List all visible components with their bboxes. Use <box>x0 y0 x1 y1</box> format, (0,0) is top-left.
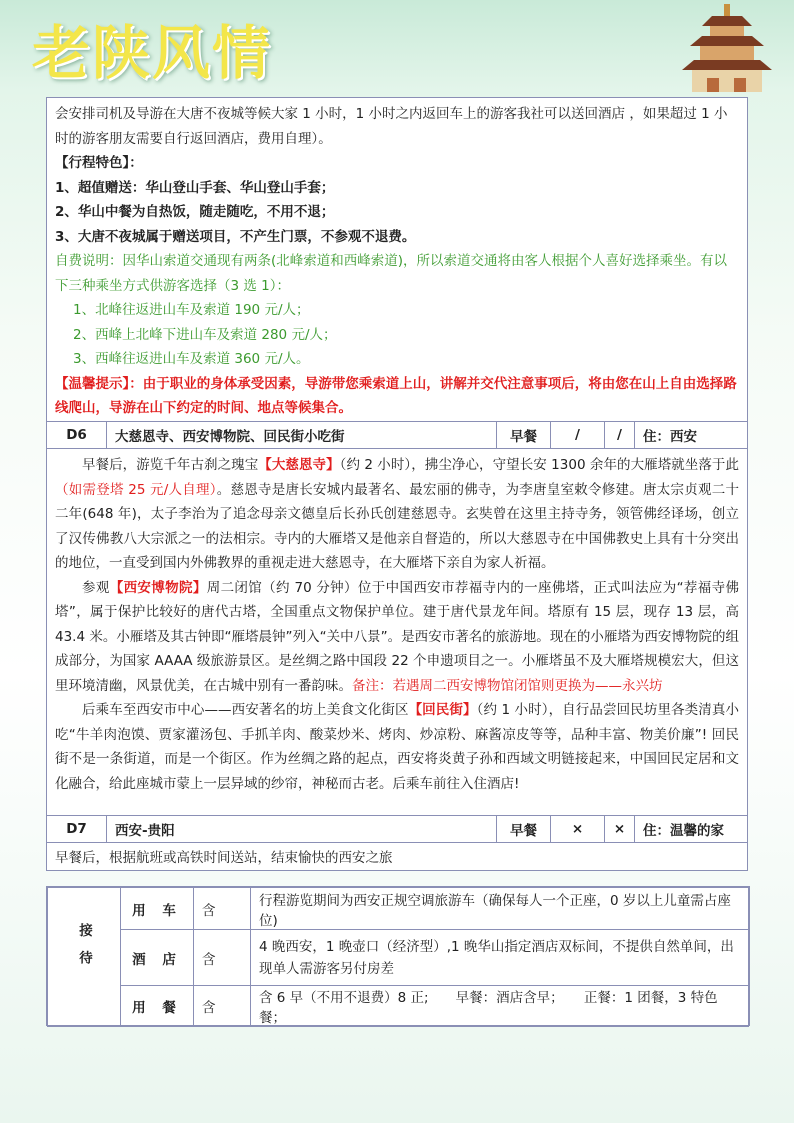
service-table-box <box>46 886 750 1026</box>
d6-paragraph: 参观【西安博物院】周二闭馆（约 70 分钟）位于中国西安市荐福寺内的一座佛塔，正式叫法应为“荐福寺佛塔”，属于保护比较好的唐代古塔，全国重点文物保护单位。建于唐代景龙年间。塔原有 15 层，现存 13 层，高 43.4 米。小雁塔及其古钟即“雁塔晨钟”列入“关中八景”。是西安市著名的旅游地。现在的小雁塔为西安博物院的组成部分，为国家 AAAA 级旅游景区。是丝绸之路中国段 22 个申遗项目之一。小雁塔虽不及大雁塔规模宏大，但这里环境清幽，风景优美，在古城中别有一番韵味。备注：若遇周二西安博物馆闭馆则更换为——永兴坊 <box>55 579 740 694</box>
page-title: 老陕风情 <box>32 19 273 87</box>
service-detail: 4 晚西安，1 晚壶口（经济型）,1 晚华山指定酒店双标间，不提供自然单间，出现单人需游客另付房差 <box>251 930 749 986</box>
feature-item: 3、大唐不夜城属于赠送项目，不产生门票，不参观不退费。 <box>55 228 416 245</box>
meal-breakfast: 早餐 <box>497 816 551 842</box>
features-title: 【行程特色】： <box>55 155 143 171</box>
d7-description <box>47 846 747 871</box>
site-name: 【回民街】 <box>408 702 477 718</box>
site-name: 【大慈恩寺】 <box>258 457 340 473</box>
service-included: 含 <box>194 930 251 986</box>
day-header-d6 <box>47 421 747 449</box>
service-row <box>48 930 749 986</box>
site-note: （如需登塔 25 元/人自理） <box>55 481 217 498</box>
service-group-label: 接待 <box>48 888 121 1027</box>
self-pay-note: 自费说明：因华山索道交通现有两条(北峰索道和西峰索道)，所以索道交通将由客人根据个人喜好选择乘坐。有以下三种乘坐方式供游客选择（3 选 1）： <box>55 253 728 294</box>
intro-text: 会安排司机及导游在大唐不夜城等候大家 1 小时，1 小时之内返回车上的游客我社可以送回酒店 ，如果超过 1 小时的游客朋友需要自行返回酒店，费用自理）。 <box>55 106 728 147</box>
site-note: 备注：若遇周二西安博物馆闭馆则更换为——永兴坊 <box>352 677 663 694</box>
cableway-option: 3、西峰往返进山车及索道 360 元/人。 <box>73 351 310 367</box>
service-label: 酒 店 <box>121 930 194 986</box>
service-detail: 行程游览期间为西安正规空调旅游车（确保每人一个正座，0 岁以上儿童需占座位) <box>251 888 749 930</box>
meal-dinner: × <box>605 816 635 842</box>
feature-item: 1、超值赠送：华山登山手套、华山登山手套； <box>55 179 335 196</box>
site-name: 【西安博物院】 <box>109 579 207 596</box>
service-included: 含 <box>194 986 251 1027</box>
d6-description <box>47 453 747 796</box>
day-number: D7 <box>47 816 107 842</box>
day-stay: 住：温馨的家 <box>643 823 724 839</box>
service-included: 含 <box>194 888 251 930</box>
d6-paragraph: 早餐后，游览千年古刹之瑰宝【大慈恩寺】（约 2 小时），拂尘净心，守望长安 1300 余年的大雁塔就坐落于此（如需登塔 25 元/人自理）。慈恩寺是唐长安城内最著名、最宏丽的佛寺，为李唐皇室敕令修建。唐太宗贞观二十二年(648 年)，太子李治为了追念母亲文德皇后长孙氏创建慈恩寺。玄奘曾在这里主持寺务，领管佛经译场，创立了汉传佛教八大宗派之一的法相宗。寺内的大雁塔又是他亲自督造的，所以大慈恩寺在中国佛教史上具有十分突出的地位，一直受到国内外佛教界的重视走进大慈恩寺，在大雁塔下亲自为家人祈福。 <box>55 457 739 571</box>
service-row <box>48 888 749 930</box>
tower-illustration <box>672 0 782 92</box>
feature-item: 2、华山中餐为自热饭，随走随吃，不用不退； <box>55 204 335 220</box>
service-label: 用 餐 <box>121 986 194 1027</box>
meal-breakfast: 早餐 <box>497 422 551 448</box>
service-label: 用 车 <box>121 888 194 930</box>
d7-text: 早餐后，根据航班或高铁时间送站，结束愉快的西安之旅 <box>55 850 393 866</box>
warm-tip: 【温馨提示】：由于职业的身体承受因素，导游带您乘索道上山，讲解并交代注意事项后，将由您在山上自由选择路线爬山，导游在山下约定的时间、地点等候集合。 <box>55 375 737 416</box>
day-header-d7 <box>47 815 747 843</box>
d6-paragraph: 后乘车至西安市中心——西安著名的坊上美食文化街区【回民街】（约 1 小时），自行品尝回民坊里各类清真小吃“牛羊肉泡馍、贾家灌汤包、手抓羊肉、酸菜炒米、烤肉、炒凉粉、麻酱凉皮等等，品种丰富、物美价廉”! 回民街不是一条街道，而是一个街区。作为丝绸之路的起点，西安将炎黄子孙和西域文明链接起来，中国回民定居和文化融合，给此座城市蒙上一层异域的纱帘，神秘而古老。后乘车前往入住酒店! <box>55 702 740 792</box>
cableway-option: 1、北峰往返进山车及索道 190 元/人； <box>73 302 310 318</box>
meal-lunch: / <box>551 422 605 448</box>
day-route: 大慈恩寺、西安博物院、回民街小吃街 <box>107 422 497 448</box>
intro-section <box>47 102 747 421</box>
service-row <box>48 986 749 1027</box>
service-table <box>47 887 749 1027</box>
day-stay: 住：西安 <box>643 429 697 445</box>
itinerary-box <box>46 97 748 871</box>
meal-dinner: / <box>605 422 635 448</box>
day-route: 西安-贵阳 <box>107 816 497 842</box>
meal-lunch: × <box>551 816 605 842</box>
cableway-option: 2、西峰上北峰下进山车及索道 280 元/人； <box>73 326 337 343</box>
page-header <box>0 0 794 92</box>
service-detail: 含 6 早（不用不退费）8 正; 早餐：酒店含早； 正餐：1 团餐，3 特色餐； <box>251 986 749 1027</box>
day-number: D6 <box>47 422 107 448</box>
